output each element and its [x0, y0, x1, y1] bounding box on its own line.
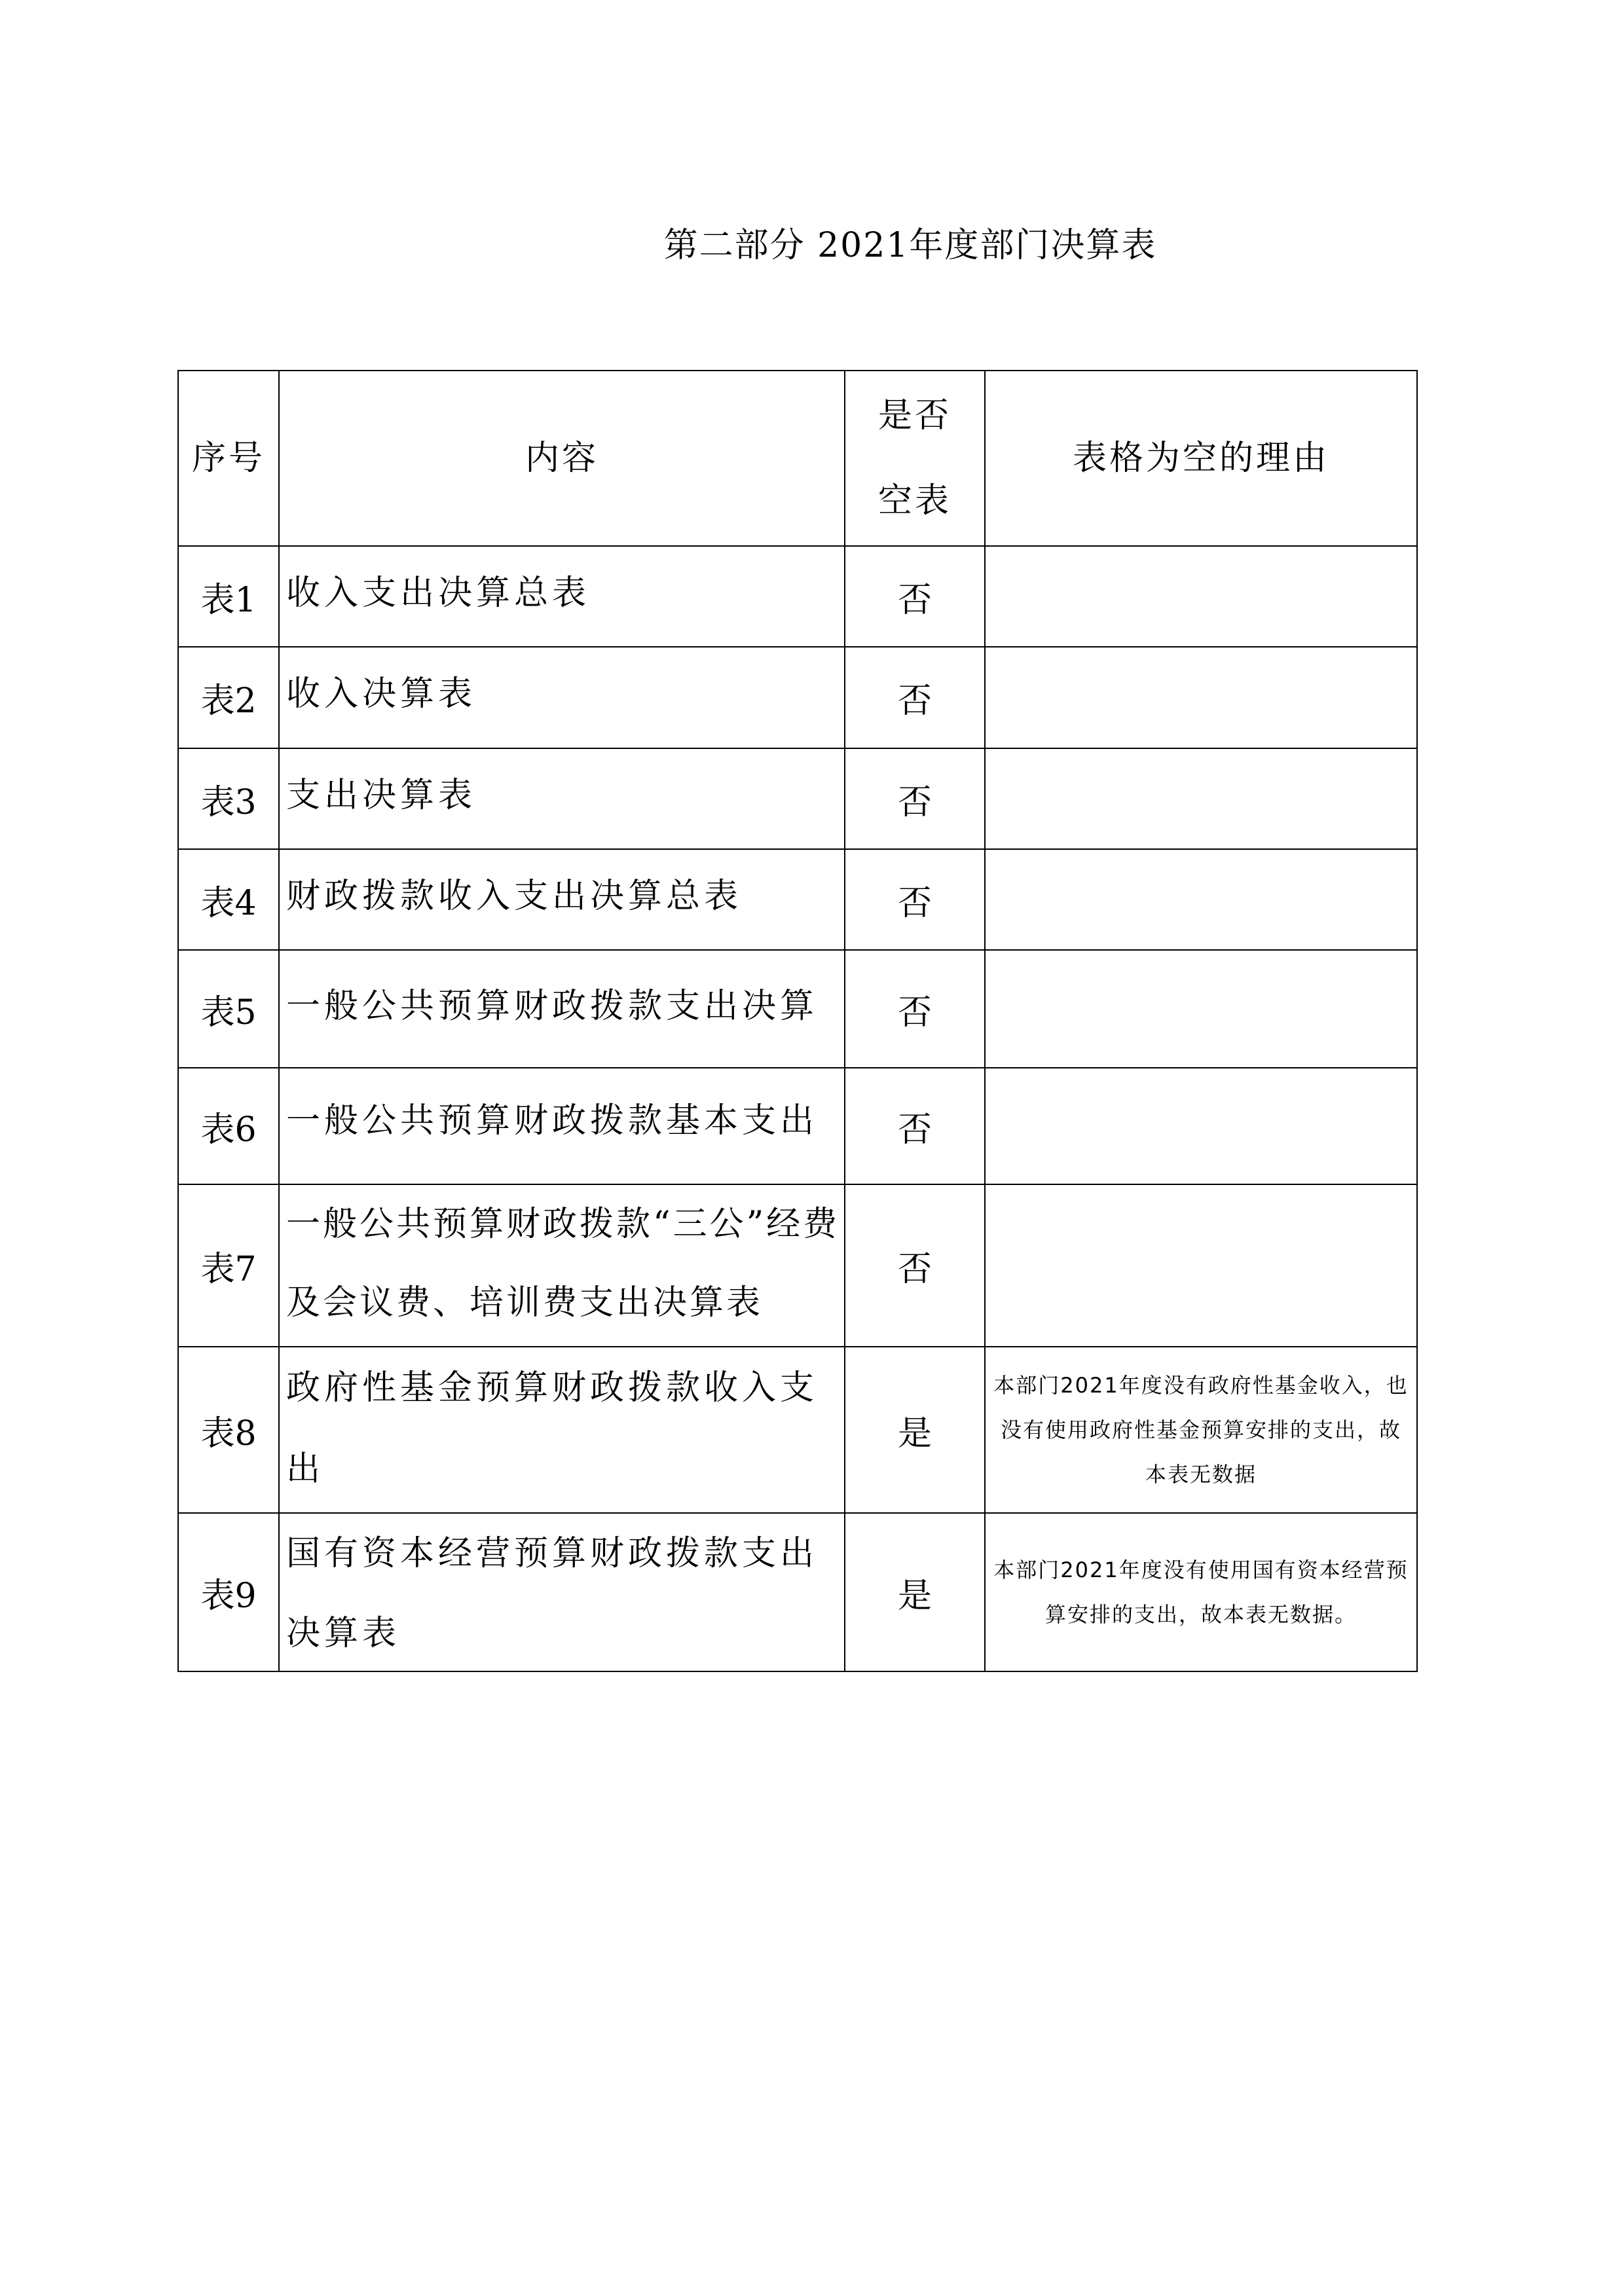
row-content-text: 财政拨款收入支出决算总表	[286, 877, 743, 916]
row-content-text: 政府性基金预算财政拨款收入支出	[286, 1368, 819, 1489]
row-content	[279, 1347, 845, 1513]
row-content	[279, 1184, 845, 1347]
row-is-empty: 是	[845, 1513, 985, 1671]
row-content	[279, 1513, 845, 1671]
row-content-text: 一般公共预算财政拨款基本支出	[286, 1101, 819, 1140]
table-row	[178, 950, 1417, 1068]
header-content: 内容	[279, 371, 845, 546]
row-serial-number: 表8	[178, 1347, 279, 1513]
table-row	[178, 1068, 1417, 1184]
table-row	[178, 546, 1417, 647]
row-serial-number: 表1	[178, 546, 279, 647]
row-serial-number: 表9	[178, 1513, 279, 1671]
row-serial-number: 表4	[178, 849, 279, 950]
row-reason	[985, 546, 1417, 647]
row-content-text: 收入支出决算总表	[286, 574, 591, 613]
row-content-text: 国有资本经营预算财政拨款支出决算表	[286, 1534, 819, 1653]
header-serial-number: 序号	[178, 371, 279, 546]
row-content	[279, 950, 845, 1068]
row-serial-number: 表6	[178, 1068, 279, 1184]
row-reason: 本部门2021年度没有使用国有资本经营预算安排的支出，故本表无数据。	[985, 1513, 1417, 1671]
row-content	[279, 748, 845, 849]
page-title: 第二部分 2021年度部门决算表	[663, 226, 1157, 265]
row-reason	[985, 647, 1417, 748]
row-serial-number: 表2	[178, 647, 279, 748]
row-reason	[985, 748, 1417, 849]
table-row	[178, 647, 1417, 748]
header-is-empty-line2: 空表	[877, 481, 951, 520]
row-is-empty: 否	[845, 1068, 985, 1184]
row-reason	[985, 1068, 1417, 1184]
header-is-empty-line1: 是否	[877, 396, 951, 435]
row-content	[279, 849, 845, 950]
row-is-empty: 是	[845, 1347, 985, 1513]
header-is-empty	[845, 371, 985, 546]
table-header-row	[178, 371, 1417, 546]
row-serial-number: 表3	[178, 748, 279, 849]
row-content	[279, 647, 845, 748]
row-reason	[985, 1184, 1417, 1347]
row-reason	[985, 849, 1417, 950]
row-is-empty: 否	[845, 546, 985, 647]
row-content-text: 收入决算表	[286, 674, 477, 714]
table-row	[178, 1184, 1417, 1347]
row-content-text: 支出决算表	[286, 776, 477, 815]
row-reason	[985, 950, 1417, 1068]
row-content-text: 一般公共预算财政拨款支出决算	[286, 987, 819, 1026]
table-row	[178, 1347, 1417, 1513]
header-reason: 表格为空的理由	[985, 371, 1417, 546]
row-serial-number: 表7	[178, 1184, 279, 1347]
row-is-empty: 否	[845, 647, 985, 748]
row-is-empty: 否	[845, 950, 985, 1068]
row-content	[279, 1068, 845, 1184]
budget-table-index	[177, 370, 1418, 1672]
row-content-text: 一般公共预算财政拨款“三公”经费及会议费、培训费支出决算表	[286, 1205, 840, 1322]
table-row	[178, 849, 1417, 950]
table-row	[178, 1513, 1417, 1671]
row-is-empty: 否	[845, 748, 985, 849]
row-content	[279, 546, 845, 647]
table-row	[178, 748, 1417, 849]
row-serial-number: 表5	[178, 950, 279, 1068]
row-reason: 本部门2021年度没有政府性基金收入，也没有使用政府性基金预算安排的支出，故本表无数据	[985, 1347, 1417, 1513]
row-is-empty: 否	[845, 849, 985, 950]
row-is-empty: 否	[845, 1184, 985, 1347]
